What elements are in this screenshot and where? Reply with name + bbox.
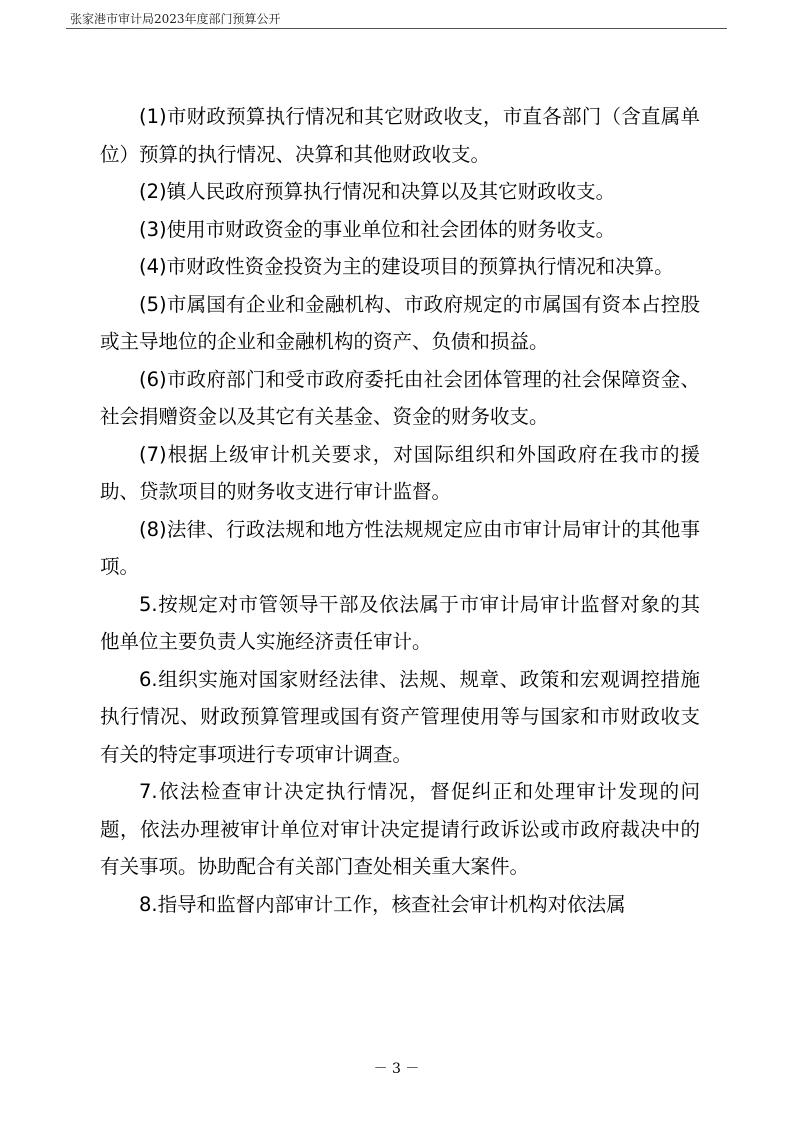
paragraph-section-6: 6.组织实施对国家财经法律、法规、规章、政策和宏观调控措施执行情况、财政预算管理或国有资产管理使用等与国家和市财政收支有关的特定事项进行专项审计调查。	[100, 667, 700, 766]
document-body	[100, 98, 700, 923]
paragraph-section-8: 8.指导和监督内部审计工作，核查社会审计机构对依法属	[139, 892, 626, 916]
paragraph-item-3: (3)使用市财政资金的事业单位和社会团体的财务收支。	[139, 217, 616, 241]
header-divider	[66, 28, 727, 29]
paragraph-item-6: (6)市政府部门和受市政府委托由社会团体管理的社会保障资金、社会捐赠资金以及其它有关基金、资金的财务收支。	[100, 367, 700, 428]
paragraph-item-1: (1)市财政预算执行情况和其它财政收支，市直各部门（含直属单位）预算的执行情况、决算和其他财政收支。	[100, 105, 700, 166]
paragraph-section-7: 7.依法检查审计决定执行情况，督促纠正和处理审计发现的问题，依法办理被审计单位对审计决定提请行政诉讼或市政府裁决中的有关事项。协助配合有关部门查处相关重大案件。	[100, 780, 700, 878]
paragraph-item-7: (7)根据上级审计机关要求，对国际组织和外国政府在我市的援助、贷款项目的财务收支进行审计监督。	[100, 442, 700, 503]
paragraph-item-5: (5)市属国有企业和金融机构、市政府规定的市属国有资本占控股或主导地位的企业和金融机构的资产、负债和损益。	[100, 292, 700, 353]
page-header-title: 张家港市审计局2023年度部门预算公开	[70, 12, 281, 26]
paragraph-item-4: (4)市财政性资金投资为主的建设项目的预算执行情况和决算。	[139, 255, 674, 278]
page-number: － 3 －	[373, 1061, 420, 1077]
paragraph-item-8: (8)法律、行政法规和地方性法规规定应由市审计局审计的其他事项。	[100, 517, 700, 578]
paragraph-item-2: (2)镇人民政府预算执行情况和决算以及其它财政收支。	[139, 180, 616, 203]
paragraph-section-5: 5.按规定对市管领导干部及依法属于市审计局审计监督对象的其他单位主要负责人实施经济责任审计。	[100, 592, 700, 653]
